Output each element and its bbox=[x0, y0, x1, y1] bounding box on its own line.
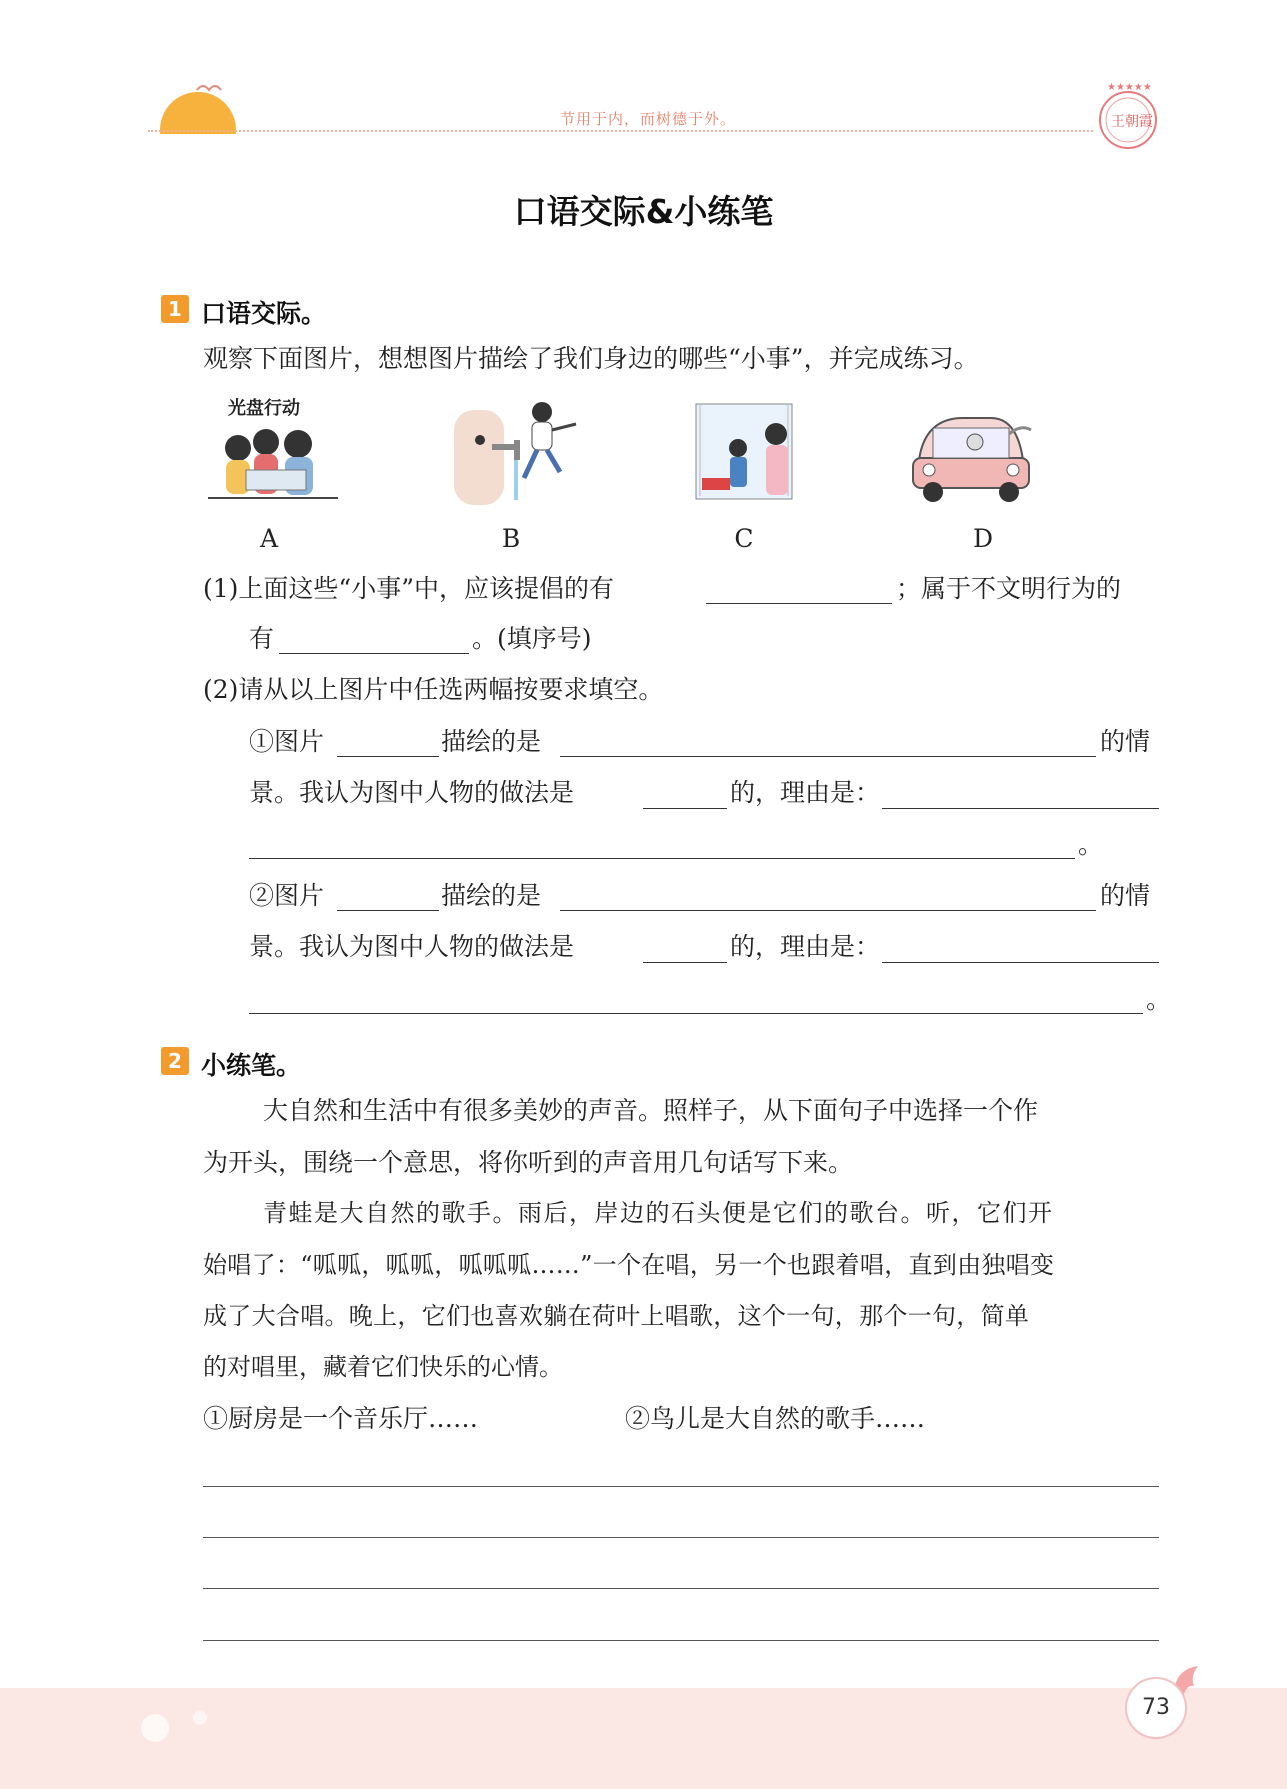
picture-a-caption: 光盘行动 bbox=[228, 398, 300, 419]
item-1-label: ①图片 bbox=[249, 727, 325, 756]
option-b-label: B bbox=[501, 524, 521, 553]
answer-blank-uncivilized[interactable] bbox=[279, 653, 469, 654]
section-2-number: 2 bbox=[161, 1047, 189, 1075]
choice-1-text: ①厨房是一个音乐厅…… bbox=[203, 1404, 479, 1433]
page-title: 口语交际&小练笔 bbox=[513, 192, 774, 231]
item-1-reason-text: 的，理由是： bbox=[730, 778, 881, 807]
item-1-reason-blank[interactable] bbox=[882, 808, 1159, 809]
answer-blank-advocated[interactable] bbox=[706, 603, 892, 604]
item-2-description-blank[interactable] bbox=[560, 910, 1096, 911]
question-1-text-4: 。(填序号) bbox=[472, 624, 592, 653]
section-2-title: 小练笔。 bbox=[201, 1051, 302, 1080]
svg-text:王朝霞: 王朝霞 bbox=[1111, 114, 1153, 130]
writing-line-1[interactable] bbox=[203, 1486, 1159, 1487]
example-line-4: 的对唱里，藏着它们快乐的心情。 bbox=[203, 1353, 563, 1381]
item-2-opinion-blank[interactable] bbox=[643, 962, 727, 963]
choice-2-text: ②鸟儿是大自然的歌手…… bbox=[625, 1404, 926, 1433]
item-2-line-2-text: 景。我认为图中人物的做法是 bbox=[249, 932, 575, 961]
item-1-picture-blank[interactable] bbox=[337, 756, 439, 757]
item-2-label: ②图片 bbox=[249, 881, 325, 910]
item-2-period: 。 bbox=[1146, 985, 1172, 1014]
item-1-opinion-blank[interactable] bbox=[643, 808, 727, 809]
footer-bubbles-decoration-icon bbox=[140, 1700, 260, 1760]
option-d-label: D bbox=[972, 524, 994, 553]
item-2-end-text: 的情 bbox=[1100, 881, 1151, 910]
picture-b-running-tap-illustration bbox=[452, 400, 584, 508]
writing-line-4[interactable] bbox=[203, 1640, 1159, 1641]
example-line-2: 始唱了：“呱呱，呱呱，呱呱呱……”一个在唱，另一个也跟着唱，直到由独唱变 bbox=[203, 1251, 1055, 1279]
section-1-intro: 观察下面图片，想想图片描绘了我们身边的哪些“小事”，并完成练习。 bbox=[203, 344, 979, 373]
page-number: 73 bbox=[1125, 1677, 1187, 1739]
svg-text:★★★★★: ★★★★★ bbox=[1107, 82, 1152, 93]
item-1-reason-blank-2[interactable] bbox=[249, 858, 1075, 859]
sun-logo-icon bbox=[160, 92, 236, 134]
item-2-picture-blank[interactable] bbox=[337, 910, 439, 911]
item-2-describe-text: 描绘的是 bbox=[441, 881, 542, 910]
bird-icon bbox=[195, 80, 225, 96]
item-2-reason-blank-2[interactable] bbox=[249, 1013, 1143, 1014]
picture-a-clean-plate-illustration bbox=[208, 420, 340, 528]
question-2-text: (2)请从以上图片中任选两幅按要求填空。 bbox=[203, 675, 664, 704]
item-1-period: 。 bbox=[1078, 830, 1104, 859]
option-a-label: A bbox=[259, 524, 279, 553]
seal-stamp-icon bbox=[1093, 82, 1163, 152]
writing-line-3[interactable] bbox=[203, 1588, 1159, 1589]
item-2-reason-blank[interactable] bbox=[882, 962, 1159, 963]
header-divider bbox=[148, 130, 1093, 132]
picture-c-pointing-mom-and-child-illustration bbox=[692, 400, 824, 508]
item-2-reason-text: 的，理由是： bbox=[730, 932, 881, 961]
section-1-number: 1 bbox=[161, 295, 189, 323]
example-line-1: 青蛙是大自然的歌手。雨后，岸边的石头便是它们的歌台。听，它们开 bbox=[263, 1199, 1054, 1227]
picture-d-car-littering-illustration bbox=[905, 400, 1037, 508]
question-1-text-2: ；属于不文明行为的 bbox=[896, 574, 1122, 603]
option-c-label: C bbox=[734, 524, 754, 553]
question-1-text-3: 有 bbox=[249, 624, 275, 653]
header-motto: 节用于内，而树德于外。 bbox=[560, 110, 737, 128]
item-1-end-text: 的情 bbox=[1100, 727, 1151, 756]
section-2-paragraph-line-1: 大自然和生活中有很多美妙的声音。照样子，从下面句子中选择一个作 bbox=[263, 1096, 1039, 1125]
section-1-title: 口语交际。 bbox=[201, 299, 327, 328]
item-1-description-blank[interactable] bbox=[560, 756, 1096, 757]
example-line-3: 成了大合唱。晚上，它们也喜欢躺在荷叶上唱歌，这个一句，那个一句，简单 bbox=[203, 1302, 1030, 1330]
question-1-text: (1)上面这些“小事”中，应该提倡的有 bbox=[203, 574, 614, 603]
writing-line-2[interactable] bbox=[203, 1537, 1159, 1538]
item-1-line-2-text: 景。我认为图中人物的做法是 bbox=[249, 778, 575, 807]
section-2-paragraph-line-2: 为开头，围绕一个意思，将你听到的声音用几句话写下来。 bbox=[203, 1148, 854, 1177]
item-1-describe-text: 描绘的是 bbox=[441, 727, 542, 756]
